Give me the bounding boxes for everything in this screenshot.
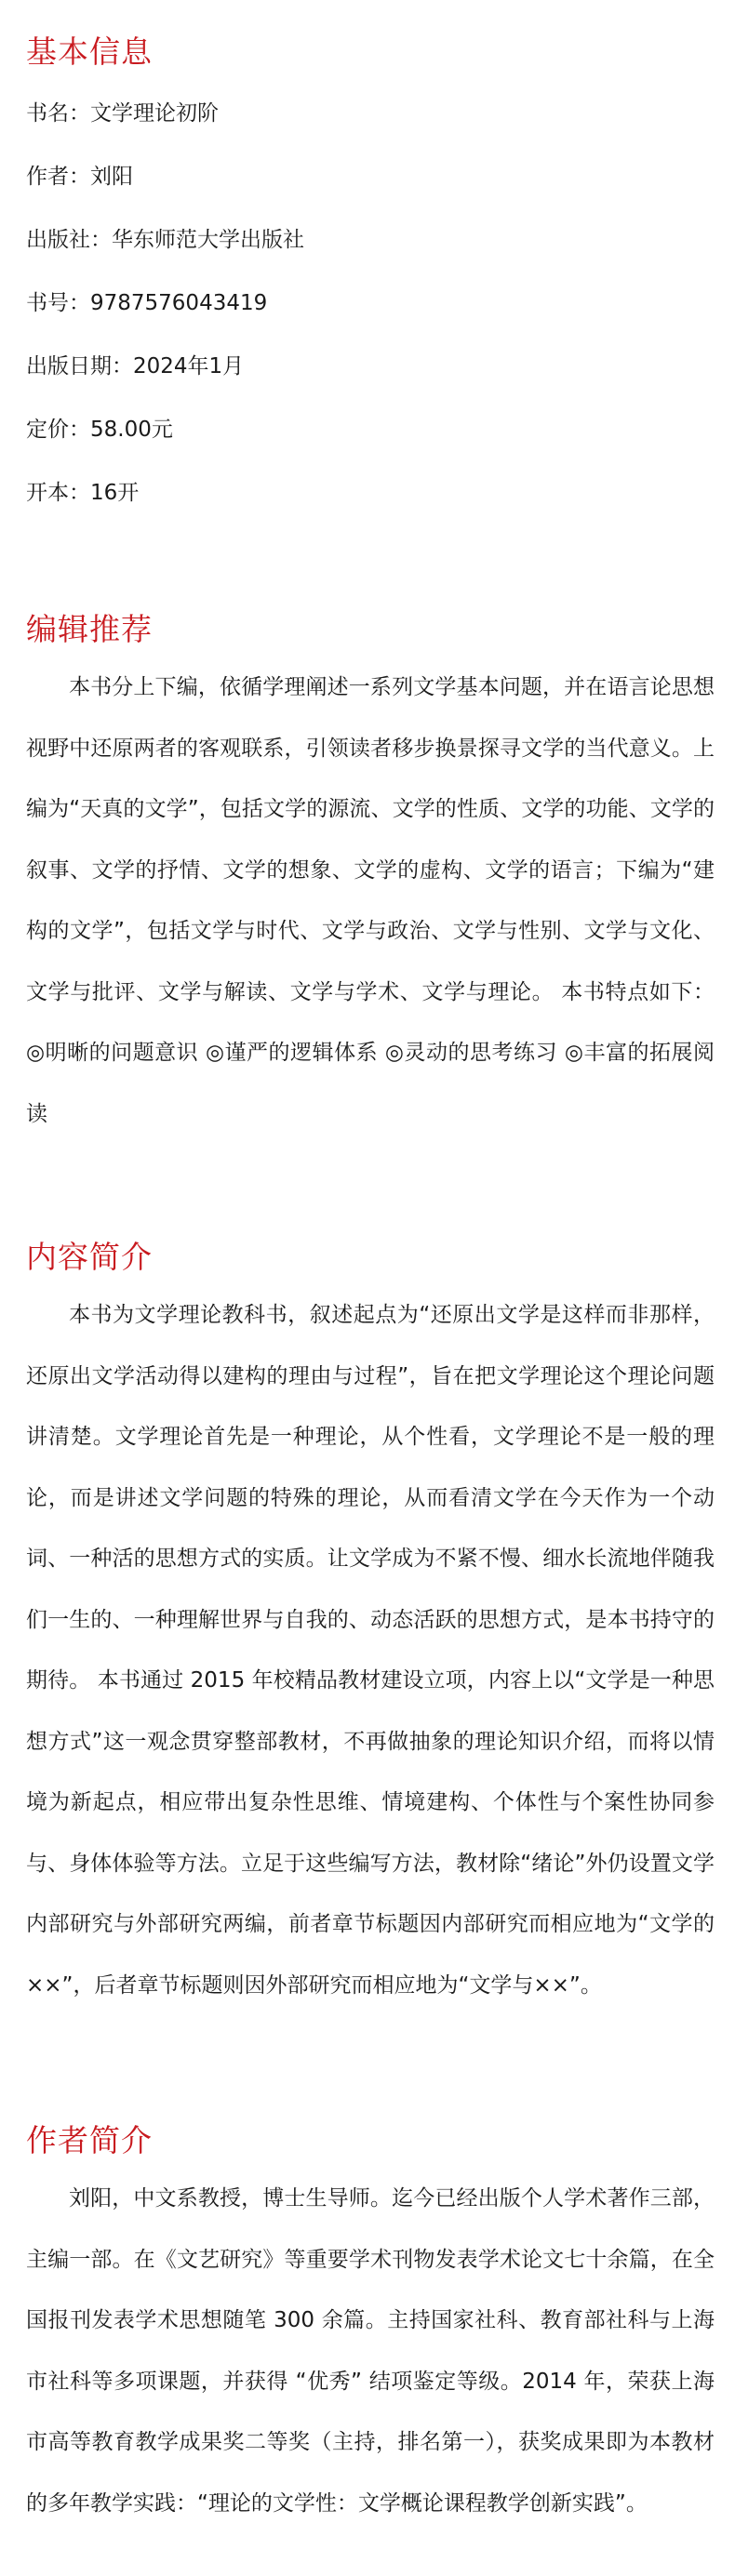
basic-info-section <box>26 32 715 524</box>
info-book-title: 书名：文学理论初阶 <box>26 101 219 126</box>
author-intro-text: 刘阳，中文系教授，博士生导师。迄今已经出版个人学术著作三部，主编一部。在《文艺研究》等重要学术刊物发表学术论文七十余篇，在全国报刊发表学术思想随笔 300 余篇。主持国家社科、教育部社科与上海市社科等多项课题，并获得 “优秀” 结项鉴定等级。2014 年，荣获上海市高等教育教学成果奖二等奖（主持，排名第一），获奖成果即为本教材的多年教学实践：“理论的文学性：文学概论课程教学创新实践”。 <box>26 2186 715 2516</box>
editor-recommendation-text: 本书分上下编，依循学理阐述一系列文学基本问题，并在语言论思想视野中还原两者的客观联系，引领读者移步换景探寻文学的当代意义。上编为“天真的文学”，包括文学的源流、文学的性质、文学的功能、文学的叙事、文学的抒情、文学的想象、文学的虚构、文学的语言；下编为“建构的文学”，包括文学与时代、文学与政治、文学与性别、文学与文化、文学与批评、文学与解读、文学与学术、文学与理论。 本书特点如下： ◎明晰的问题意识 ◎谨严的逻辑体系 ◎灵动的思考练习 ◎丰富的拓展阅读 <box>26 675 715 1126</box>
info-publisher: 出版社：华东师范大学出版社 <box>26 228 304 252</box>
content-summary-text: 本书为文学理论教科书，叙述起点为“还原出文学是这样而非那样，还原出文学活动得以建构的理由与过程”，旨在把文学理论这个理论问题讲清楚。文学理论首先是一种理论，从个性看，文学理论不是一般的理论，而是讲述文学问题的特殊的理论，从而看清文学在今天作为一个动词、一种活的思想方式的实质。让文学成为不紧不慢、细水长流地伴随我们一生的、一种理解世界与自我的、动态活跃的思想方式，是本书持守的期待。 本书通过 2015 年校精品教材建设立项，内容上以“文学是一种思想方式”这一观念贯穿整部教材，不再做抽象的理论知识介绍，而将以情境为新起点，相应带出复杂性思维、情境建构、个体性与个案性协同参与、身体体验等方法。立足于这些编写方法，教材除“绪论”外仍设置文学内部研究与外部研究两编，前者章节标题因内部研究而相应地为“文学的××”，后者章节标题则因外部研究而相应地为“文学与××”。 <box>26 1303 715 1998</box>
info-price: 定价：58.00元 <box>26 418 173 442</box>
basic-info-list <box>26 82 715 524</box>
author-intro-heading: 作者简介 <box>26 2122 153 2158</box>
info-publish-date: 出版日期：2024年1月 <box>26 354 245 378</box>
author-intro-section <box>26 2120 715 2534</box>
info-author: 作者：刘阳 <box>26 165 133 189</box>
content-summary-section <box>26 1237 715 2016</box>
info-isbn: 书号：9787576043419 <box>26 291 268 315</box>
content-summary-heading: 内容简介 <box>26 1239 153 1275</box>
basic-info-heading: 基本信息 <box>26 33 153 70</box>
editor-recommendation-section <box>26 609 715 1145</box>
info-format: 开本：16开 <box>26 481 140 505</box>
editor-recommendation-heading: 编辑推荐 <box>26 611 153 647</box>
